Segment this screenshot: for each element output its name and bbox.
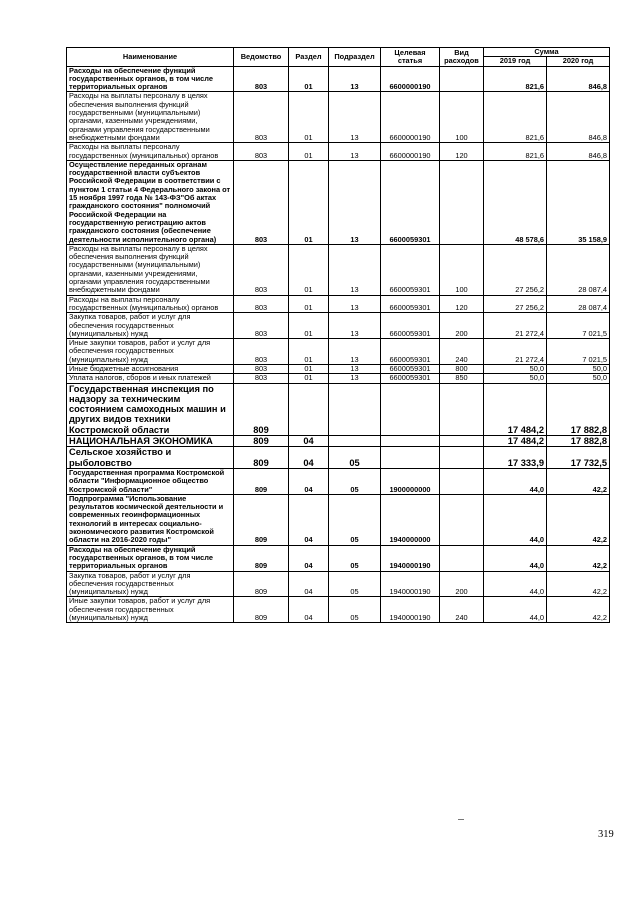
row-section: 01 xyxy=(289,374,329,383)
row-department: 809 xyxy=(234,494,289,545)
row-sum-2020: 42,2 xyxy=(547,494,610,545)
header-department: Ведомство xyxy=(234,48,289,67)
row-target-article xyxy=(381,447,440,469)
header-year-2019: 2019 год xyxy=(484,57,547,66)
row-section: 01 xyxy=(289,66,329,92)
table-body xyxy=(67,66,610,623)
row-section: 04 xyxy=(289,597,329,623)
row-sum-2020: 50,0 xyxy=(547,364,610,373)
header-subsection: Подраздел xyxy=(329,48,381,67)
row-sum-2019: 44,0 xyxy=(484,571,547,597)
row-expense-type xyxy=(440,447,484,469)
row-target-article: 1940000190 xyxy=(381,545,440,571)
row-name: Подпрограмма "Использование результатов космической деятельности и современных геоинформационных технологий в интересах социально-экономического развития Костромской области на 2016-2020 годы" xyxy=(67,494,234,545)
row-sum-2020: 35 158,9 xyxy=(547,160,610,244)
header-name: Наименование xyxy=(67,48,234,67)
row-sum-2020: 42,2 xyxy=(547,571,610,597)
table-row xyxy=(67,160,610,244)
row-department: 803 xyxy=(234,66,289,92)
row-target-article: 6600059301 xyxy=(381,160,440,244)
row-sum-2020: 50,0 xyxy=(547,374,610,383)
row-sum-2019: 17 333,9 xyxy=(484,447,547,469)
row-name: Иные бюджетные ассигнования xyxy=(67,364,234,373)
table-row xyxy=(67,545,610,571)
row-department: 803 xyxy=(234,313,289,339)
row-section: 04 xyxy=(289,545,329,571)
table-row xyxy=(67,468,610,494)
row-name: Сельское хозяйство и рыболовство xyxy=(67,447,234,469)
row-target-article: 6600059301 xyxy=(381,374,440,383)
row-department: 809 xyxy=(234,597,289,623)
table-row xyxy=(67,436,610,447)
row-department: 803 xyxy=(234,160,289,244)
table-row xyxy=(67,66,610,92)
row-section: 01 xyxy=(289,143,329,161)
row-department: 803 xyxy=(234,364,289,373)
row-expense-type: 200 xyxy=(440,313,484,339)
header-target-article: Целевая статья xyxy=(381,48,440,67)
row-name: Расходы на обеспечение функций государственных органов, в том числе территориальных органов xyxy=(67,66,234,92)
row-target-article: 6600059301 xyxy=(381,313,440,339)
row-section: 04 xyxy=(289,571,329,597)
row-section: 01 xyxy=(289,244,329,295)
row-sum-2019: 821,6 xyxy=(484,143,547,161)
row-expense-type xyxy=(440,160,484,244)
row-subsection: 13 xyxy=(329,295,381,313)
row-name: Расходы на выплаты персоналу государственных (муниципальных) органов xyxy=(67,143,234,161)
row-sum-2020: 42,2 xyxy=(547,597,610,623)
row-department: 809 xyxy=(234,545,289,571)
row-sum-2019: 17 484,2 xyxy=(484,436,547,447)
row-department: 803 xyxy=(234,339,289,365)
row-target-article xyxy=(381,383,440,435)
row-target-article: 6600059301 xyxy=(381,364,440,373)
row-target-article: 1940000190 xyxy=(381,597,440,623)
header-year-2020: 2020 год xyxy=(547,57,610,66)
row-target-article: 1940000000 xyxy=(381,494,440,545)
row-target-article: 6600000190 xyxy=(381,92,440,143)
row-sum-2019: 48 578,6 xyxy=(484,160,547,244)
row-subsection: 13 xyxy=(329,66,381,92)
row-subsection: 13 xyxy=(329,143,381,161)
row-department: 809 xyxy=(234,447,289,469)
table-row xyxy=(67,494,610,545)
row-section: 01 xyxy=(289,313,329,339)
budget-table xyxy=(66,47,610,623)
row-name: Государственная программа Костромской области "Информационное общество Костромской области" xyxy=(67,468,234,494)
table-row xyxy=(67,313,610,339)
row-sum-2020: 846,8 xyxy=(547,143,610,161)
row-section: 01 xyxy=(289,160,329,244)
row-expense-type: 200 xyxy=(440,571,484,597)
row-sum-2020: 17 882,8 xyxy=(547,383,610,435)
row-subsection: 05 xyxy=(329,545,381,571)
row-name: Иные закупки товаров, работ и услуг для обеспечения государственных (муниципальных) нужд xyxy=(67,339,234,365)
row-department: 803 xyxy=(234,92,289,143)
row-sum-2019: 27 256,2 xyxy=(484,244,547,295)
row-name: Иные закупки товаров, работ и услуг для обеспечения государственных (муниципальных) нужд xyxy=(67,597,234,623)
row-department: 809 xyxy=(234,468,289,494)
row-subsection: 05 xyxy=(329,447,381,469)
row-sum-2019: 21 272,4 xyxy=(484,339,547,365)
row-section: 01 xyxy=(289,295,329,313)
row-subsection: 13 xyxy=(329,244,381,295)
row-name: Государственная инспекция по надзору за техническим состоянием самоходных машин и других видов техники Костромской области xyxy=(67,383,234,435)
row-subsection: 13 xyxy=(329,92,381,143)
header-section: Раздел xyxy=(289,48,329,67)
row-sum-2020: 17 732,5 xyxy=(547,447,610,469)
row-sum-2020: 846,8 xyxy=(547,92,610,143)
row-sum-2019: 21 272,4 xyxy=(484,313,547,339)
row-sum-2020: 42,2 xyxy=(547,468,610,494)
row-subsection: 13 xyxy=(329,339,381,365)
table-row xyxy=(67,597,610,623)
row-expense-type: 100 xyxy=(440,92,484,143)
table-row xyxy=(67,244,610,295)
row-subsection xyxy=(329,383,381,435)
row-department: 803 xyxy=(234,295,289,313)
row-target-article: 6600000190 xyxy=(381,66,440,92)
row-name: Расходы на обеспечение функций государственных органов, в том числе территориальных органов xyxy=(67,545,234,571)
scan-mark xyxy=(458,819,464,820)
row-sum-2019: 44,0 xyxy=(484,545,547,571)
row-target-article xyxy=(381,436,440,447)
row-subsection: 05 xyxy=(329,468,381,494)
row-sum-2019: 821,6 xyxy=(484,92,547,143)
row-expense-type xyxy=(440,545,484,571)
row-expense-type: 800 xyxy=(440,364,484,373)
row-section: 04 xyxy=(289,447,329,469)
row-sum-2019: 27 256,2 xyxy=(484,295,547,313)
row-subsection: 05 xyxy=(329,494,381,545)
row-department: 809 xyxy=(234,436,289,447)
row-sum-2019: 44,0 xyxy=(484,494,547,545)
row-sum-2019: 44,0 xyxy=(484,597,547,623)
table-row xyxy=(67,92,610,143)
row-subsection: 13 xyxy=(329,160,381,244)
row-name: Расходы на выплаты персоналу в целях обеспечения выполнения функций государственными (муниципальными) органами, казенными учреждениями, органами управления государственными внебюджетными фондами xyxy=(67,244,234,295)
row-subsection xyxy=(329,436,381,447)
row-name: Закупка товаров, работ и услуг для обеспечения государственных (муниципальных) нужд xyxy=(67,571,234,597)
row-target-article: 6600059301 xyxy=(381,295,440,313)
row-expense-type: 100 xyxy=(440,244,484,295)
row-section xyxy=(289,383,329,435)
row-section: 04 xyxy=(289,494,329,545)
row-sum-2019: 44,0 xyxy=(484,468,547,494)
row-name: НАЦИОНАЛЬНАЯ ЭКОНОМИКА xyxy=(67,436,234,447)
row-expense-type xyxy=(440,468,484,494)
row-sum-2019: 821,6 xyxy=(484,66,547,92)
row-section: 04 xyxy=(289,468,329,494)
row-sum-2020: 7 021,5 xyxy=(547,339,610,365)
row-subsection: 05 xyxy=(329,571,381,597)
row-department: 809 xyxy=(234,571,289,597)
row-expense-type: 240 xyxy=(440,597,484,623)
row-department: 803 xyxy=(234,374,289,383)
table-row xyxy=(67,295,610,313)
row-section: 04 xyxy=(289,436,329,447)
row-sum-2020: 17 882,8 xyxy=(547,436,610,447)
row-expense-type xyxy=(440,494,484,545)
row-target-article: 1940000190 xyxy=(381,571,440,597)
table-row xyxy=(67,447,610,469)
row-department: 803 xyxy=(234,143,289,161)
row-expense-type xyxy=(440,436,484,447)
row-sum-2020: 28 087,4 xyxy=(547,244,610,295)
row-name: Осуществление переданных органам государственной власти субъектов Российской Федерации в соответствии с пунктом 1 статьи 4 Федерального закона от 15 ноября 1997 года № 143-ФЗ"Об актах гражданского состояния" полномочий Российской Федерации на государственную регистрацию актов гражданского состояния (обеспечение деятельности исполнительного органа) xyxy=(67,160,234,244)
row-sum-2019: 17 484,2 xyxy=(484,383,547,435)
row-name: Уплата налогов, сборов и иных платежей xyxy=(67,374,234,383)
row-expense-type xyxy=(440,66,484,92)
row-sum-2020: 28 087,4 xyxy=(547,295,610,313)
row-name: Расходы на выплаты персоналу государственных (муниципальных) органов xyxy=(67,295,234,313)
row-sum-2020: 846,8 xyxy=(547,66,610,92)
table-row xyxy=(67,374,610,383)
table-row xyxy=(67,383,610,435)
row-target-article: 6600059301 xyxy=(381,244,440,295)
row-sum-2020: 42,2 xyxy=(547,545,610,571)
row-sum-2019: 50,0 xyxy=(484,374,547,383)
row-target-article: 6600000190 xyxy=(381,143,440,161)
row-target-article: 6600059301 xyxy=(381,339,440,365)
row-name: Расходы на выплаты персоналу в целях обеспечения выполнения функций государственными (муниципальными) органами, казенными учреждениями, органами управления государственными внебюджетными фондами xyxy=(67,92,234,143)
row-section: 01 xyxy=(289,339,329,365)
row-subsection: 13 xyxy=(329,313,381,339)
row-sum-2020: 7 021,5 xyxy=(547,313,610,339)
row-name: Закупка товаров, работ и услуг для обеспечения государственных (муниципальных) нужд xyxy=(67,313,234,339)
header-sum: Сумма xyxy=(484,48,610,57)
row-expense-type: 120 xyxy=(440,295,484,313)
row-expense-type: 240 xyxy=(440,339,484,365)
row-subsection: 05 xyxy=(329,597,381,623)
table-row xyxy=(67,571,610,597)
table-row xyxy=(67,143,610,161)
header-expense-type: Вид расходов xyxy=(440,48,484,67)
table-row xyxy=(67,339,610,365)
row-expense-type xyxy=(440,383,484,435)
row-department: 803 xyxy=(234,244,289,295)
row-section: 01 xyxy=(289,364,329,373)
row-section: 01 xyxy=(289,92,329,143)
row-sum-2019: 50,0 xyxy=(484,364,547,373)
row-expense-type: 850 xyxy=(440,374,484,383)
page-number: 319 xyxy=(598,829,614,840)
row-subsection: 13 xyxy=(329,374,381,383)
row-expense-type: 120 xyxy=(440,143,484,161)
row-target-article: 1900000000 xyxy=(381,468,440,494)
row-subsection: 13 xyxy=(329,364,381,373)
row-department: 809 xyxy=(234,383,289,435)
